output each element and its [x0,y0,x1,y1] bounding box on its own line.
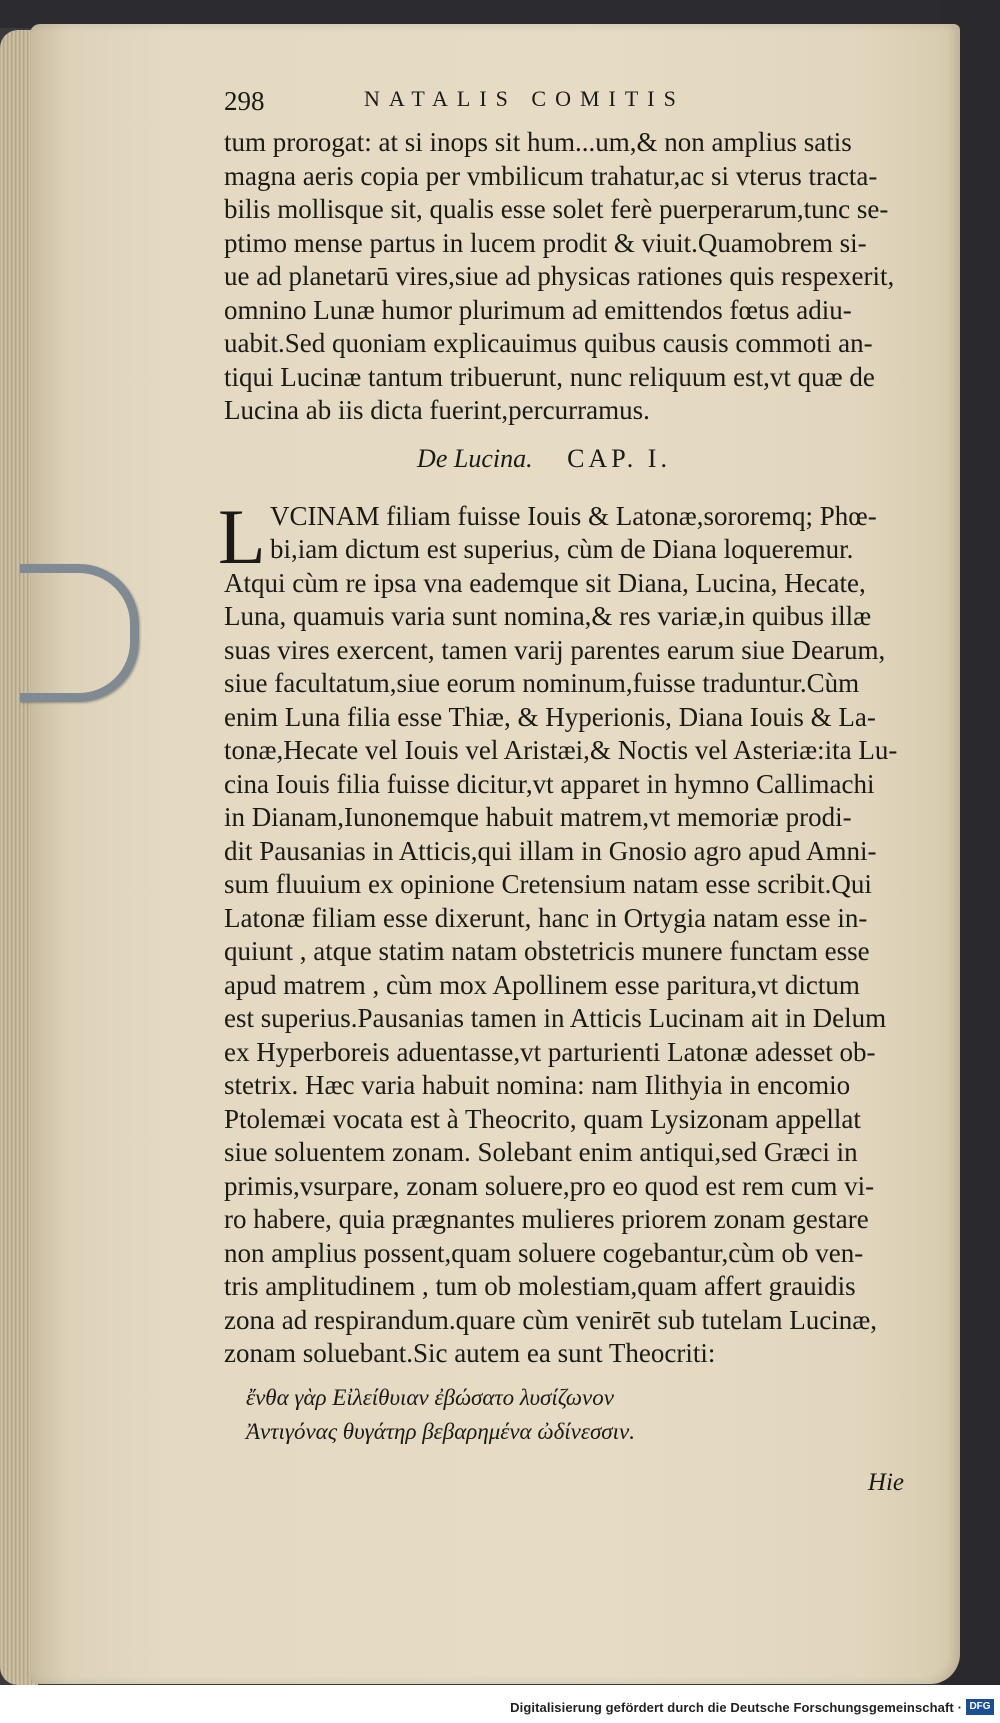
text-line: stetrix. Hæc varia habuit nomina: nam Ilithyia in encomio [224,1070,851,1100]
text-line: non amplius possent,quam soluere cogebantur,cùm ob ven- [224,1237,864,1268]
greek-quotation [224,1381,864,1449]
text-line: ue ad planetarū vires,siue ad physicas rationes quis respexerit, [224,261,895,291]
text-line: zona ad respirandum.quare cùm venirēt sub tutelam Lucinæ, [224,1304,878,1335]
text-line: bi,iam dictum est superius, cùm de Diana loqueremur. [270,534,854,564]
paper-clip-icon [20,564,139,702]
text-line: bilis mollisque sit, qualis esse solet ferè puerperarum,tunc se- [224,194,889,224]
running-title: NATALIS COMITIS [364,86,685,111]
text-line: primis,vsurpare, zonam soluere,pro eo quod est rem cum vi- [224,1170,875,1201]
catchword: Hie [867,1468,904,1496]
text-line: omnino Lunæ humor plurimum ad emittendos fœtus adiu- [224,294,852,325]
chapter-body [218,492,898,1371]
text-line: enim Luna filia esse Thiæ, & Hyperionis, Diana Iouis & La- [224,701,876,732]
chapter-label: CAP. I. [567,443,671,473]
greek-line: Ἀντιγόνας θυγάτηρ βεβαρημένα ὠδίνεσσιν. [246,1418,635,1444]
page-text [218,86,904,1497]
text-line: in Dianam,Iunonemque habuit matrem,vt memoriæ prodi- [224,802,852,832]
greek-line: ἔνθα γὰρ Εἰλείθυιαν ἐβώσατο λυσίζωνον [246,1384,614,1410]
text-line: magna aeris copia per vmbilicum trahatur,ac si vterus tracta- [224,160,878,191]
text-line: Latonæ filiam esse dixerunt, hanc in Ortygia natam esse in- [224,902,868,933]
text-line: est superius.Pausanias tamen in Atticis Lucinam ait in Delum [224,1003,887,1033]
text-line: suas vires exercent, tamen varij parentes earum siue Dearum, [224,634,886,665]
text-line: zonam soluebant.Sic autem ea sunt Theocriti: [224,1338,716,1368]
text-line: tonæ,Hecate vel Iouis vel Aristæi,& Noctis vel Asteriæ:ita Lu- [224,735,898,765]
text-line: Ptolemæi vocata est à Theocrito, quam Lysizonam appellat [224,1103,861,1134]
text-line: quiunt , atque statim natam obstetricis munere functam esse [224,936,870,966]
text-line: siue facultatum,siue eorum nominum,fuisse traduntur.Cùm [224,668,860,698]
dfg-logo-icon: DFG [966,1699,994,1715]
page-number: 298 [224,86,265,116]
text-line: Lucina ab iis dicta fuerint,percurramus. [224,395,650,425]
text-line: Atqui cùm re ipsa vna eademque sit Diana, Lucina, Hecate, [224,567,866,598]
text-line: tiqui Lucinæ tantum tribuerunt, nunc reliquum est,vt quæ de [224,361,875,392]
footer-credit: Digitalisierung gefördert durch die Deutsche Forschungsgemeinschaft · [510,1700,962,1715]
text-line: VCINAM filiam fuisse Iouis & Latonæ,sororemq; Phœ- [270,500,877,531]
text-line: siue soluentem zonam. Solebant enim antiqui,sed Græci in [224,1137,858,1167]
chapter-heading [224,444,864,474]
text-line: ex Hyperboreis aduentasse,vt parturienti Latonæ adesset ob- [224,1036,876,1067]
text-line: tum prorogat: at si inops sit hum...um,& non amplius satis [224,127,852,157]
footer-bar [0,1685,1000,1723]
intro-paragraph [224,126,895,428]
text-line: Luna, quamuis varia sunt nomina,& res variæ,in quibus illæ [224,601,872,631]
text-line: cina Iouis filia fuisse dicitur,vt apparet in hymno Callimachi [224,768,875,799]
running-head [224,86,864,126]
chapter-title: De Lucina. [417,443,533,473]
text-line: tris amplitudinem , tum ob molestiam,quam affert grauidis [224,1271,856,1301]
text-line: ptimo mense partus in lucem prodit & viuit.Quamobrem si- [224,227,867,258]
text-line: dit Pausanias in Atticis,qui illam in Gnosio agro apud Amni- [224,835,877,866]
text-line: ro habere, quia prægnantes mulieres priorem zonam gestare [224,1204,869,1234]
text-line: sum fluuium ex opinione Cretensium natam esse scribit.Qui [224,869,872,899]
drop-cap: L [218,492,266,580]
text-line: uabit.Sed quoniam explicauimus quibus causis commoti an- [224,328,873,358]
text-line: apud matrem , cùm mox Apollinem esse paritura,vt dictum [224,969,860,1000]
